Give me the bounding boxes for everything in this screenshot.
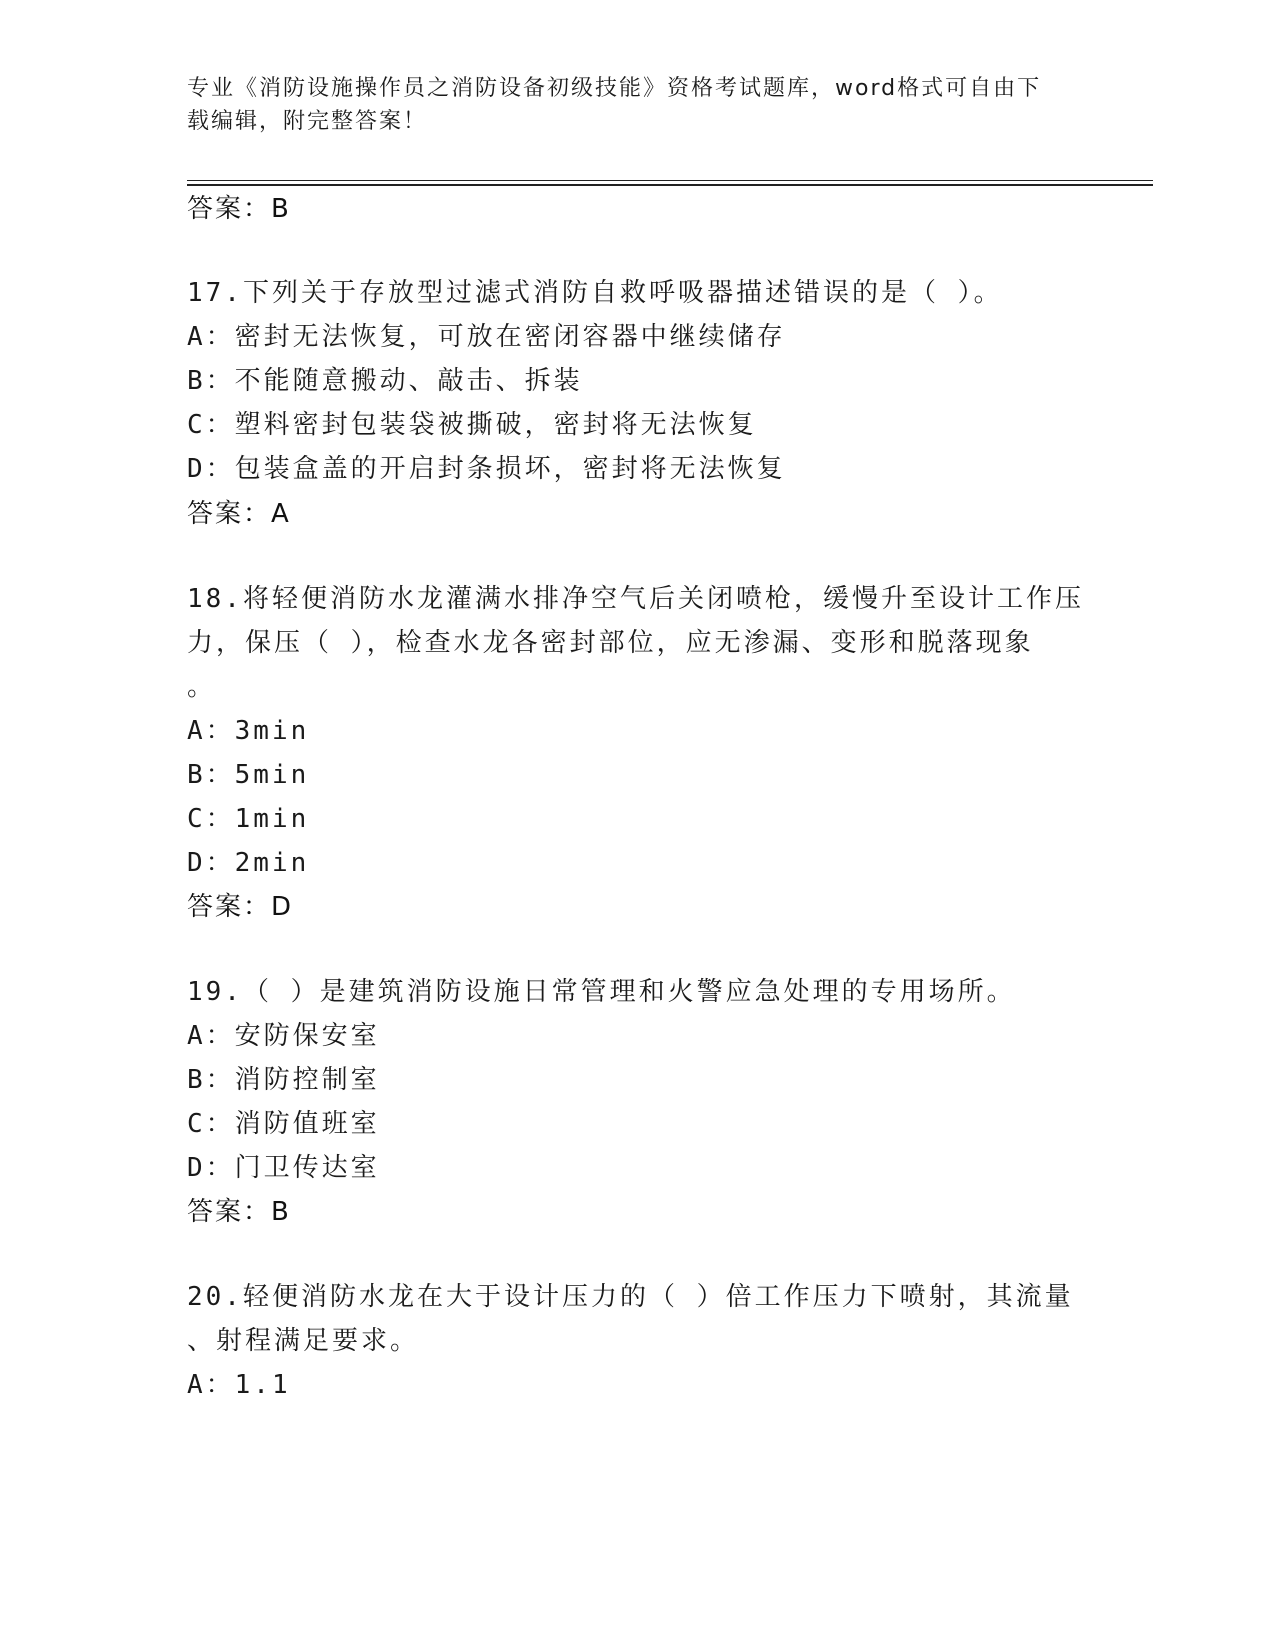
header-divider-thin [187,180,1153,181]
header-line-1: 专业《消防设施操作员之消防设备初级技能》资格考试题库，word格式可自由下 [187,76,1042,101]
question-18-stem-line-2: 力，保压（ ），检查水龙各密封部位，应无渗漏、变形和脱落现象 [187,628,1034,658]
answer-q18: 答案：D [187,892,294,922]
page-header [187,72,1087,138]
question-20-stem-line-1: 20.轻便消防水龙在大于设计压力的（ ）倍工作压力下喷射，其流量 [187,1282,1074,1312]
question-18-stem-line-1: 18.将轻便消防水龙灌满水排净空气后关闭喷枪，缓慢升至设计工作压 [187,584,1084,614]
question-19-option-b: B：消防控制室 [187,1065,380,1095]
question-17-option-d: D：包装盒盖的开启封条损坏，密封将无法恢复 [187,454,786,484]
answer-q19: 答案：B [187,1197,291,1227]
question-19-option-d: D：门卫传达室 [187,1153,380,1183]
question-20-option-a: A：1.1 [187,1370,291,1400]
question-18-option-b: B：5min [187,760,310,790]
answer-q16: 答案：B [187,194,291,224]
question-18-option-a: A：3min [187,716,310,746]
question-20-stem-line-2: 、射程满足要求。 [187,1326,420,1356]
header-line-2: 载编辑，附完整答案！ [187,109,428,134]
question-17-option-c: C：塑料密封包装袋被撕破，密封将无法恢复 [187,410,757,440]
question-19-stem: 19.（ ）是建筑消防设施日常管理和火警应急处理的专用场所。 [187,977,1016,1007]
question-19-option-c: C：消防值班室 [187,1109,380,1139]
question-18-option-c: C：1min [187,804,310,834]
question-17-stem: 17.下列关于存放型过滤式消防自救呼吸器描述错误的是（ ）。 [187,278,1003,308]
answer-q17: 答案：A [187,499,291,529]
question-19-option-a: A：安防保安室 [187,1021,380,1051]
question-18-stem-line-3: 。 [187,672,217,702]
header-divider-thick [187,184,1153,186]
question-17-option-b: B：不能随意搬动、敲击、拆装 [187,366,583,396]
question-17-option-a: A：密封无法恢复，可放在密闭容器中继续储存 [187,322,786,352]
question-18-option-d: D：2min [187,848,310,878]
